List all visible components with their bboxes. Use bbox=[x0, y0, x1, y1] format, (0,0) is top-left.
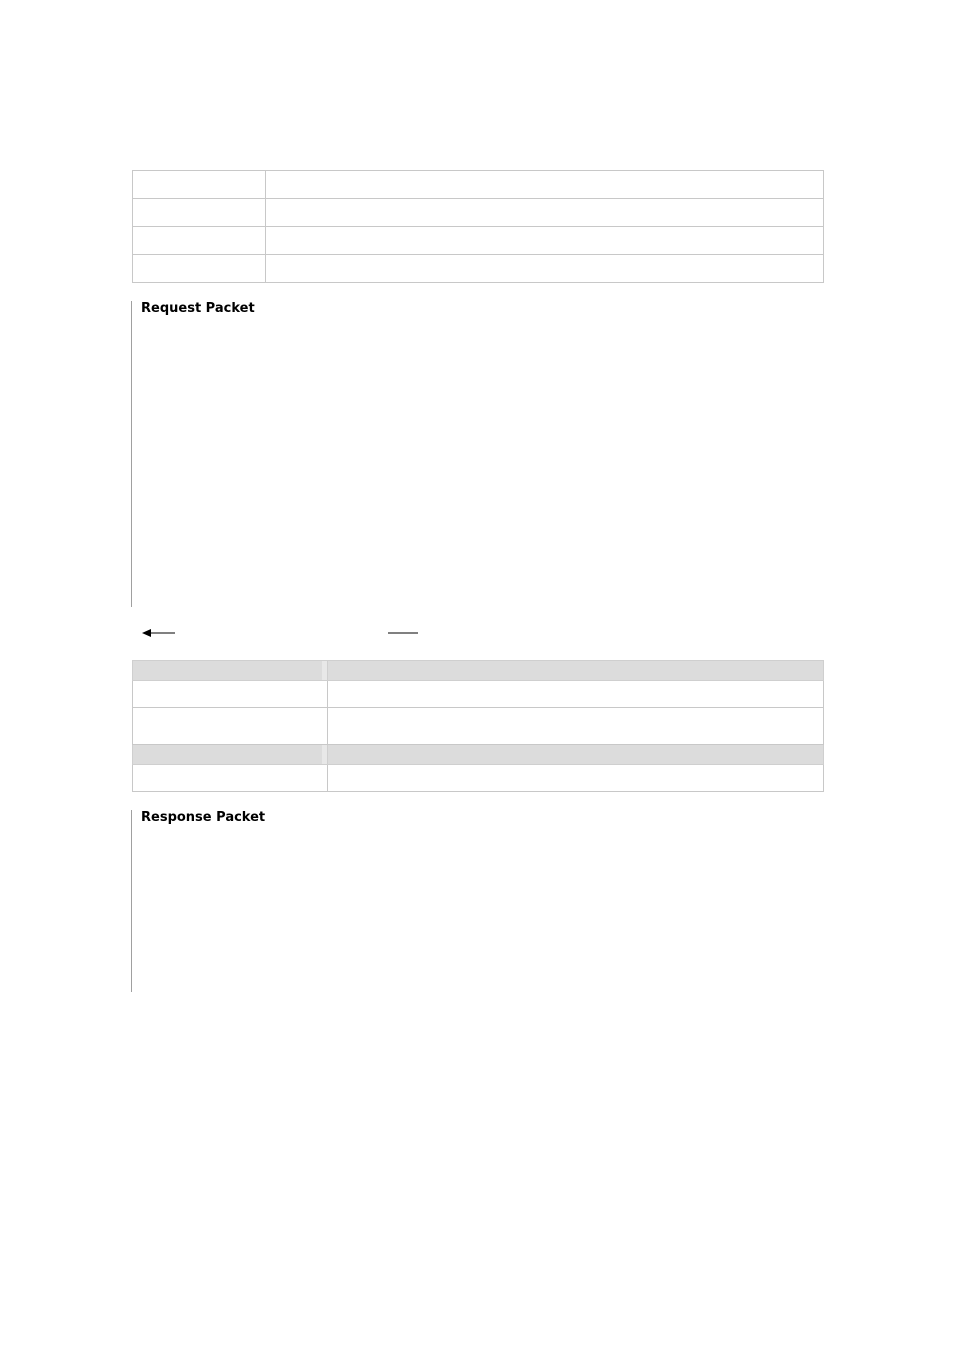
table-cell bbox=[133, 708, 328, 745]
table-cell bbox=[133, 765, 328, 792]
table-header-row bbox=[133, 745, 824, 765]
table-header-cell bbox=[328, 661, 824, 681]
table-row bbox=[133, 199, 824, 227]
table-cell bbox=[133, 171, 266, 199]
table-header-cell bbox=[133, 661, 328, 681]
request-packet-title: Request Packet bbox=[141, 301, 255, 316]
table-cell bbox=[133, 681, 328, 708]
table-cell bbox=[133, 255, 266, 283]
line-segment bbox=[388, 626, 420, 640]
arrow-left-icon bbox=[141, 626, 177, 640]
table-row bbox=[133, 681, 824, 708]
table-cell bbox=[328, 765, 824, 792]
table-row bbox=[133, 708, 824, 745]
table-header-cell bbox=[328, 745, 824, 765]
table-row bbox=[133, 765, 824, 792]
response-packet-title: Response Packet bbox=[141, 810, 266, 825]
table-cell bbox=[328, 681, 824, 708]
table-row bbox=[133, 227, 824, 255]
table-row bbox=[133, 255, 824, 283]
bottom-table bbox=[132, 660, 824, 792]
table-header-cell bbox=[133, 745, 328, 765]
table-cell bbox=[328, 708, 824, 745]
table-cell bbox=[266, 255, 824, 283]
table-cell bbox=[266, 199, 824, 227]
table-cell bbox=[266, 171, 824, 199]
table-cell bbox=[133, 199, 266, 227]
request-packet-block bbox=[131, 301, 255, 607]
table-cell bbox=[133, 227, 266, 255]
table-row bbox=[133, 171, 824, 199]
table-cell bbox=[266, 227, 824, 255]
table-header-row bbox=[133, 661, 824, 681]
response-packet-block bbox=[131, 810, 266, 992]
top-table bbox=[132, 170, 824, 283]
